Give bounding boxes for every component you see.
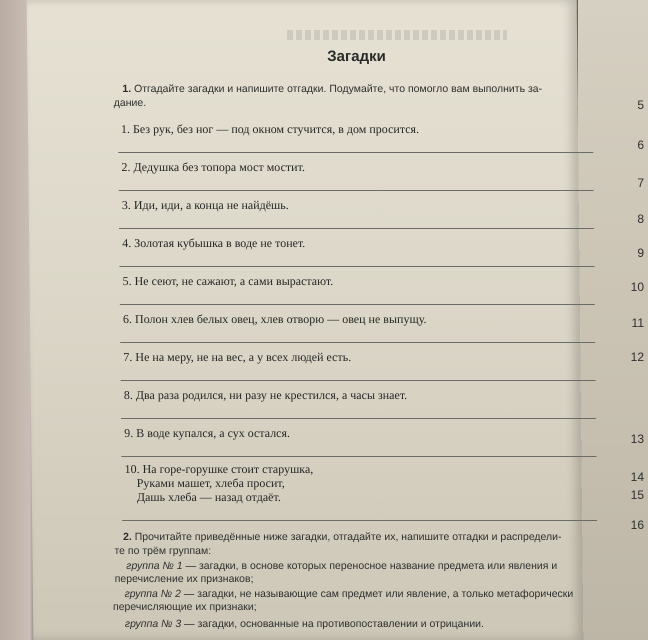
answer-line[interactable] bbox=[121, 456, 596, 457]
group-3-description: группа № 3 — загадки, основанные на противопоставлении и отрицании. bbox=[124, 618, 484, 630]
task-1-instruction bbox=[114, 82, 584, 110]
page-number: 7 bbox=[637, 176, 644, 190]
page-number: 13 bbox=[630, 432, 644, 446]
answer-line[interactable] bbox=[119, 228, 594, 229]
answer-line[interactable] bbox=[121, 418, 596, 419]
page-number: 11 bbox=[631, 316, 644, 330]
answer-line[interactable] bbox=[122, 520, 597, 521]
group-2-description: группа № 2 — загадки, не называющие сам предмет или явление, а только метафорически перечисляющие их признаки; bbox=[112, 588, 574, 613]
riddle-8: 8. Два раза родился, ни разу не крестился, а часы знает. bbox=[123, 388, 408, 402]
riddle-3: 3. Иди, иди, а конца не найдёшь. bbox=[121, 198, 289, 212]
riddle-1: 1. Без рук, без ног — под окном стучится, в дом просится. bbox=[120, 122, 420, 136]
page-number: 8 bbox=[637, 212, 644, 226]
riddle-9: 9. В воде купался, а сух остался. bbox=[124, 426, 291, 440]
group-label: группа № 1 bbox=[126, 560, 183, 572]
riddle-2: 2. Дедушка без топора мост мостит. bbox=[121, 160, 305, 174]
page-number: 5 bbox=[637, 98, 644, 112]
answer-line[interactable] bbox=[119, 266, 594, 267]
page-number: 9 bbox=[637, 246, 644, 260]
riddle-7: 7. Не на меру, не на вес, а у всех людей есть. bbox=[123, 350, 352, 364]
answer-line[interactable] bbox=[118, 152, 593, 153]
group-label: группа № 3 bbox=[124, 618, 182, 630]
riddle-10-line-1: 10. На горе-горушке стоит старушка, bbox=[124, 462, 314, 476]
riddle-10 bbox=[124, 462, 313, 504]
task-2-instruction bbox=[114, 530, 589, 558]
task-text-cont: те по трём группам: bbox=[114, 545, 212, 557]
page-number: 12 bbox=[630, 350, 644, 364]
task-text: Прочитайте приведённые ниже загадки, отгадайте их, напишите отгадки и распредели- bbox=[134, 531, 562, 543]
answer-line[interactable] bbox=[120, 342, 595, 343]
riddle-5: 5. Не сеют, не сажают, а сами вырастают. bbox=[122, 274, 334, 288]
riddle-10-line-3: Дашь хлеба — назад отдаёт. bbox=[136, 490, 281, 504]
page-number: 10 bbox=[630, 280, 644, 294]
riddle-10-line-2: Руками машет, хлеба просит, bbox=[136, 476, 285, 490]
workbook-page bbox=[27, 0, 584, 640]
answer-line[interactable] bbox=[119, 190, 594, 191]
task-text: Отгадайте загадки и напишите отгадки. Подумайте, что помогло вам выполнить за- bbox=[133, 83, 543, 95]
task-text-cont: дание. bbox=[113, 97, 147, 109]
page-number: 15 bbox=[630, 488, 644, 502]
page-number: 14 bbox=[630, 470, 644, 484]
faint-bleedthrough bbox=[287, 30, 507, 40]
answer-line[interactable] bbox=[121, 380, 596, 381]
riddle-6: 6. Полон хлев белых овец, хлев отворю — овец не выпущу. bbox=[122, 312, 427, 326]
riddle-4: 4. Золотая кубышка в воде не тонет. bbox=[122, 236, 306, 250]
answer-line[interactable] bbox=[120, 304, 595, 305]
page-number: 6 bbox=[637, 138, 644, 152]
page-title: Загадки bbox=[327, 48, 386, 65]
task-number: 1. bbox=[122, 83, 132, 95]
group-label: группа № 2 bbox=[124, 588, 181, 600]
group-1-description: группа № 1 — загадки, в основе которых переносное название предмета или явления и перечисление их признаков; bbox=[114, 560, 558, 585]
task-number: 2. bbox=[122, 531, 132, 543]
page-number: 16 bbox=[630, 518, 644, 532]
